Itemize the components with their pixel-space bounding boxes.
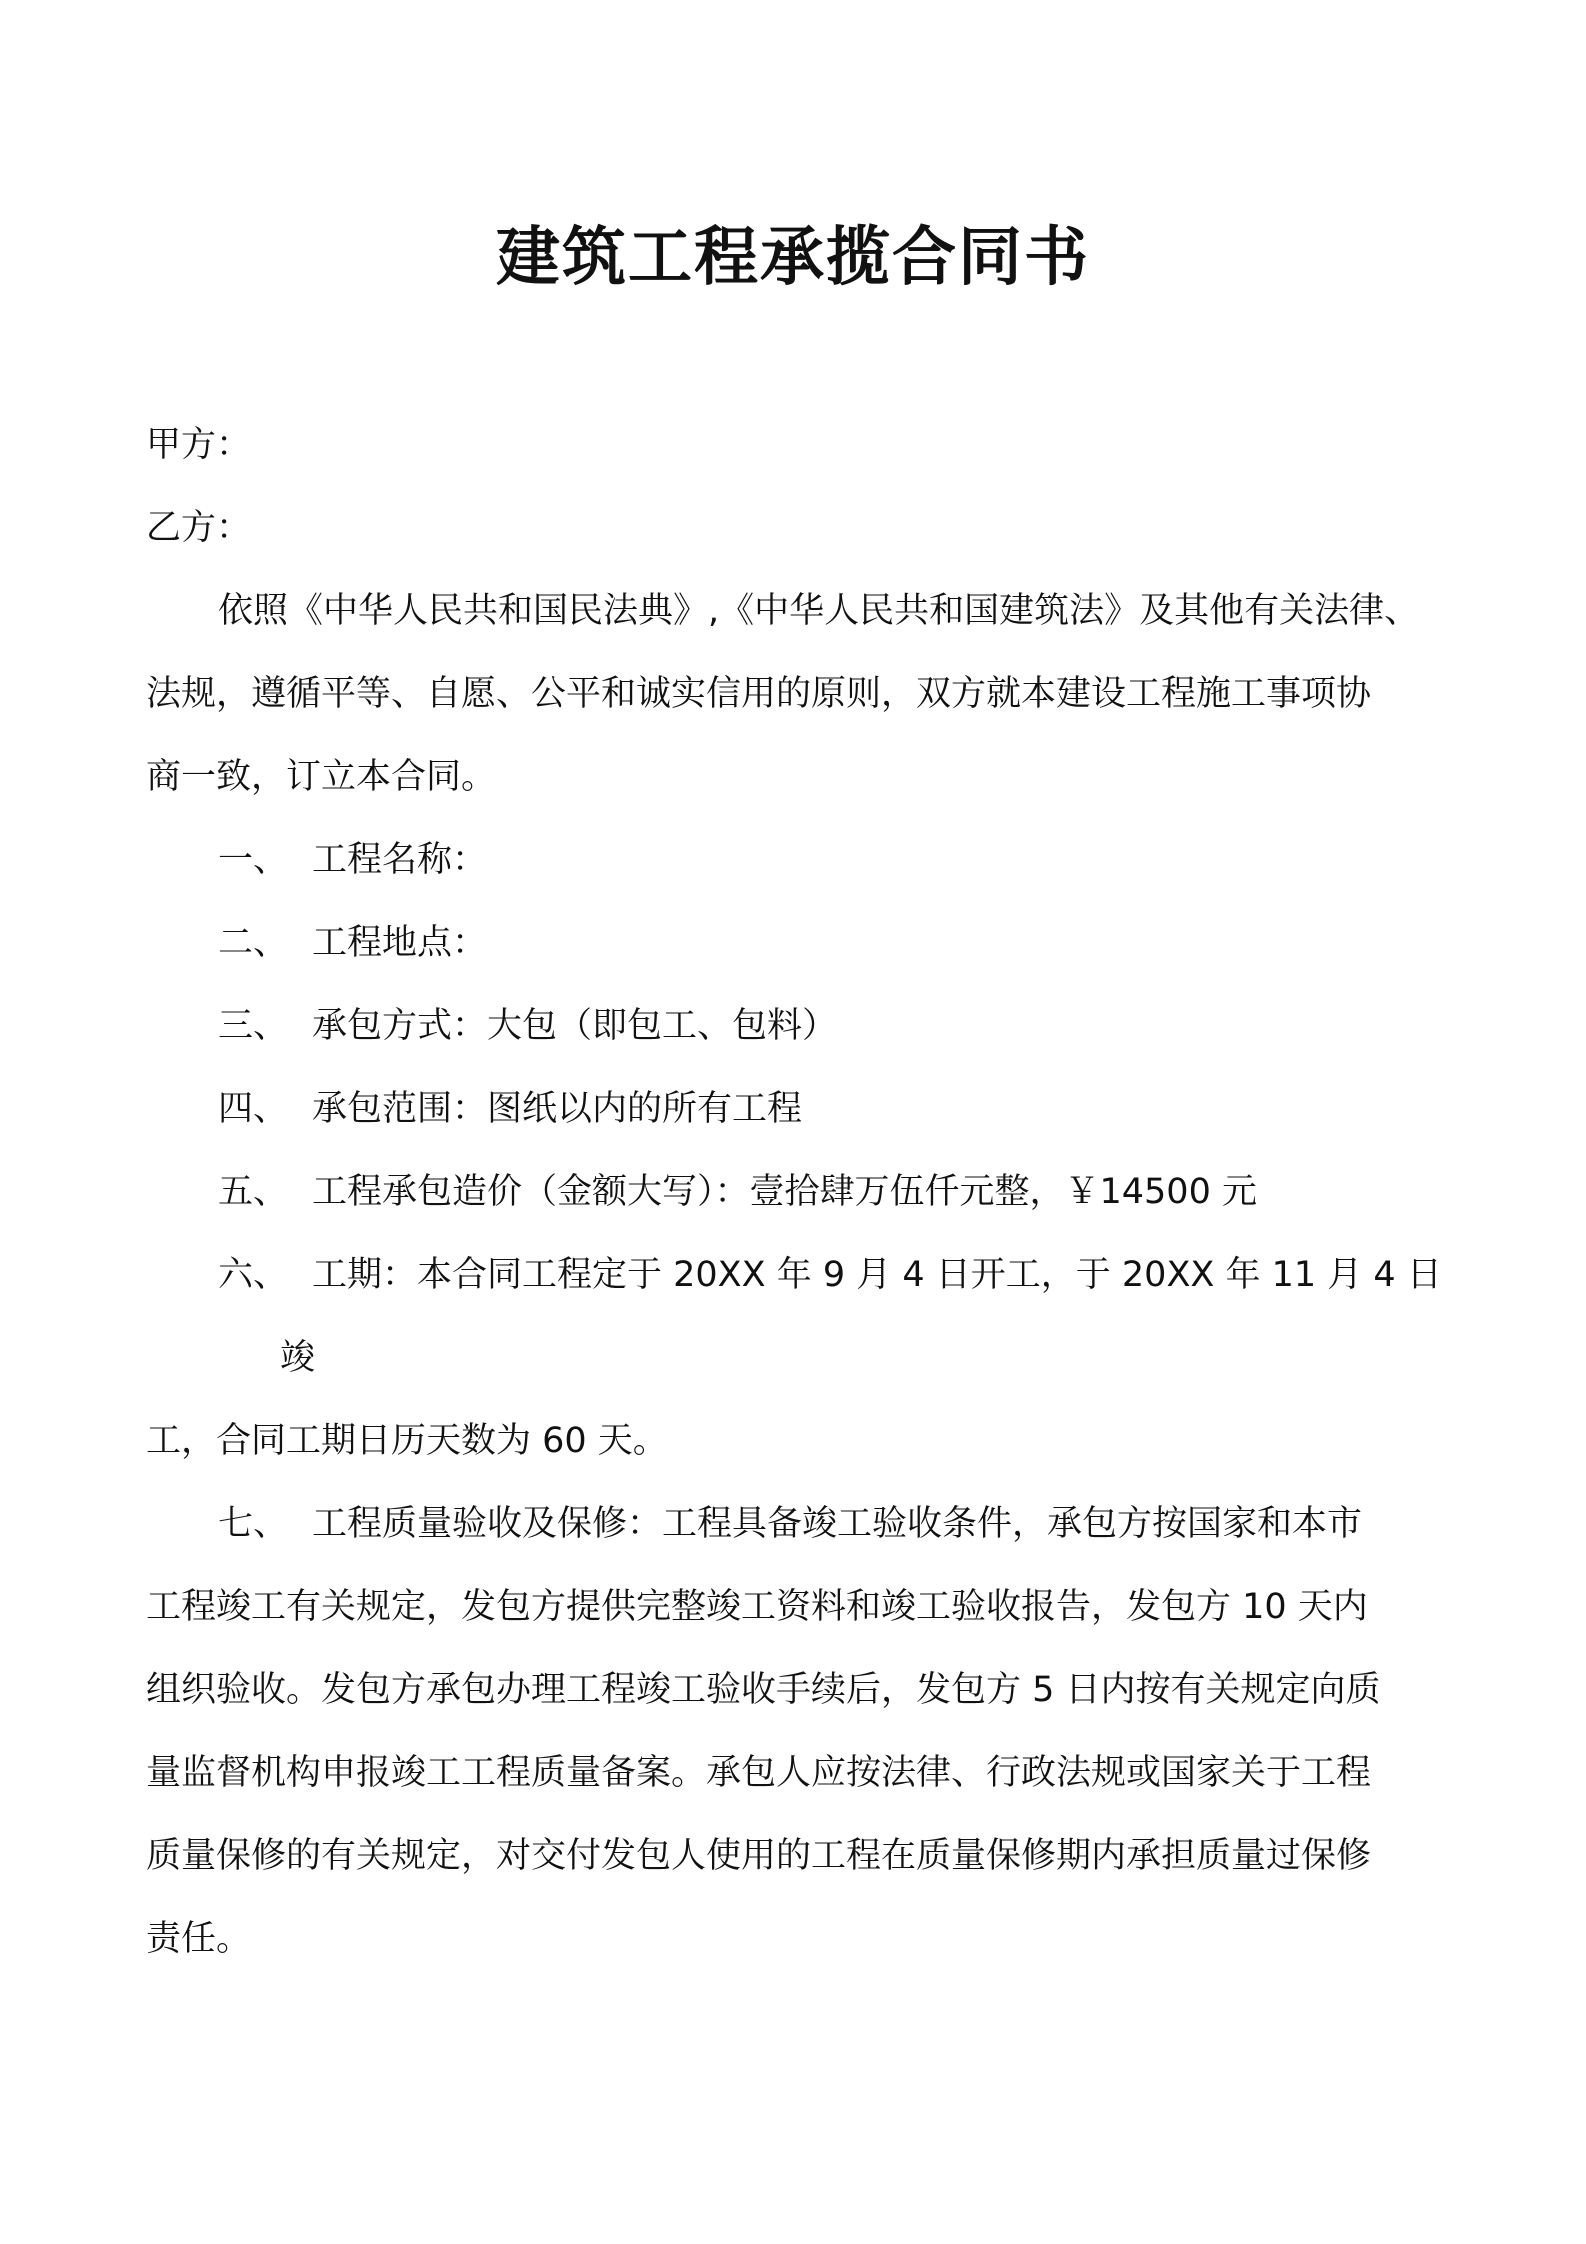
clause-text: 工程地点： — [312, 923, 488, 963]
clause-4 — [146, 1068, 1448, 1151]
clause-number: 四、 — [218, 1089, 289, 1129]
clause-text: 工程名称： — [312, 840, 488, 880]
clause-text: 工程承包造价（金额大写）：壹拾肆万伍仟元整，￥14500 元 — [312, 1172, 1257, 1212]
preamble-line: 依照《中华人民共和国民法典》,《中华人民共和国建筑法》及其他有关法律、 — [218, 591, 1420, 631]
clause-6-continuation: 竣 — [280, 1338, 316, 1378]
preamble-line: 商一致，订立本合同。 — [146, 757, 497, 797]
clause-number: 二、 — [218, 923, 289, 963]
clause-7-line: 工程竣工有关规定，发包方提供完整竣工资料和竣工验收报告，发包方 10 天内 — [146, 1587, 1368, 1627]
clause-7-line: 量监督机构申报竣工工程质量备案。承包人应按法律、行政法规或国家关于工程 — [146, 1753, 1372, 1793]
clause-number: 三、 — [218, 1006, 289, 1046]
clause-5 — [146, 1151, 1448, 1234]
clause-text: 承包方式：大包（即包工、包料） — [312, 1006, 838, 1046]
clause-number: 六、 — [218, 1255, 289, 1295]
clause-number: 五、 — [218, 1172, 289, 1212]
clause-7-line: 组织验收。发包方承包办理工程竣工验收手续后，发包方 5 日内按有关规定向质 — [146, 1670, 1381, 1710]
clause-3 — [146, 985, 1448, 1068]
clause-7-line: 责任。 — [146, 1919, 252, 1959]
document-body — [146, 404, 1448, 1981]
clause-text: 承包范围：图纸以内的所有工程 — [312, 1089, 803, 1129]
clause-2 — [146, 902, 1448, 985]
clause-text: 工程质量验收及保修：工程具备竣工验收条件，承包方按国家和本市 — [312, 1504, 1363, 1544]
clause-7 — [146, 1483, 1448, 1566]
clause-number: 一、 — [218, 840, 289, 880]
party-b-line: 乙方： — [146, 508, 252, 548]
clause-number: 七、 — [218, 1504, 289, 1544]
document-title: 建筑工程承揽合同书 — [496, 221, 1090, 295]
clause-text: 工期：本合同工程定于 20XX 年 9 月 4 日开工，于 20XX 年 11 月 4 日 — [312, 1255, 1442, 1295]
party-a-line: 甲方： — [146, 425, 252, 465]
clause-1 — [146, 819, 1448, 902]
clause-6 — [146, 1234, 1448, 1317]
clause-6-continuation: 工，合同工期日历天数为 60 天。 — [146, 1421, 668, 1461]
clause-7-line: 质量保修的有关规定，对交付发包人使用的工程在质量保修期内承担质量过保修 — [146, 1836, 1372, 1876]
preamble-line: 法规，遵循平等、自愿、公平和诚实信用的原则，双方就本建设工程施工事项协 — [146, 674, 1372, 714]
